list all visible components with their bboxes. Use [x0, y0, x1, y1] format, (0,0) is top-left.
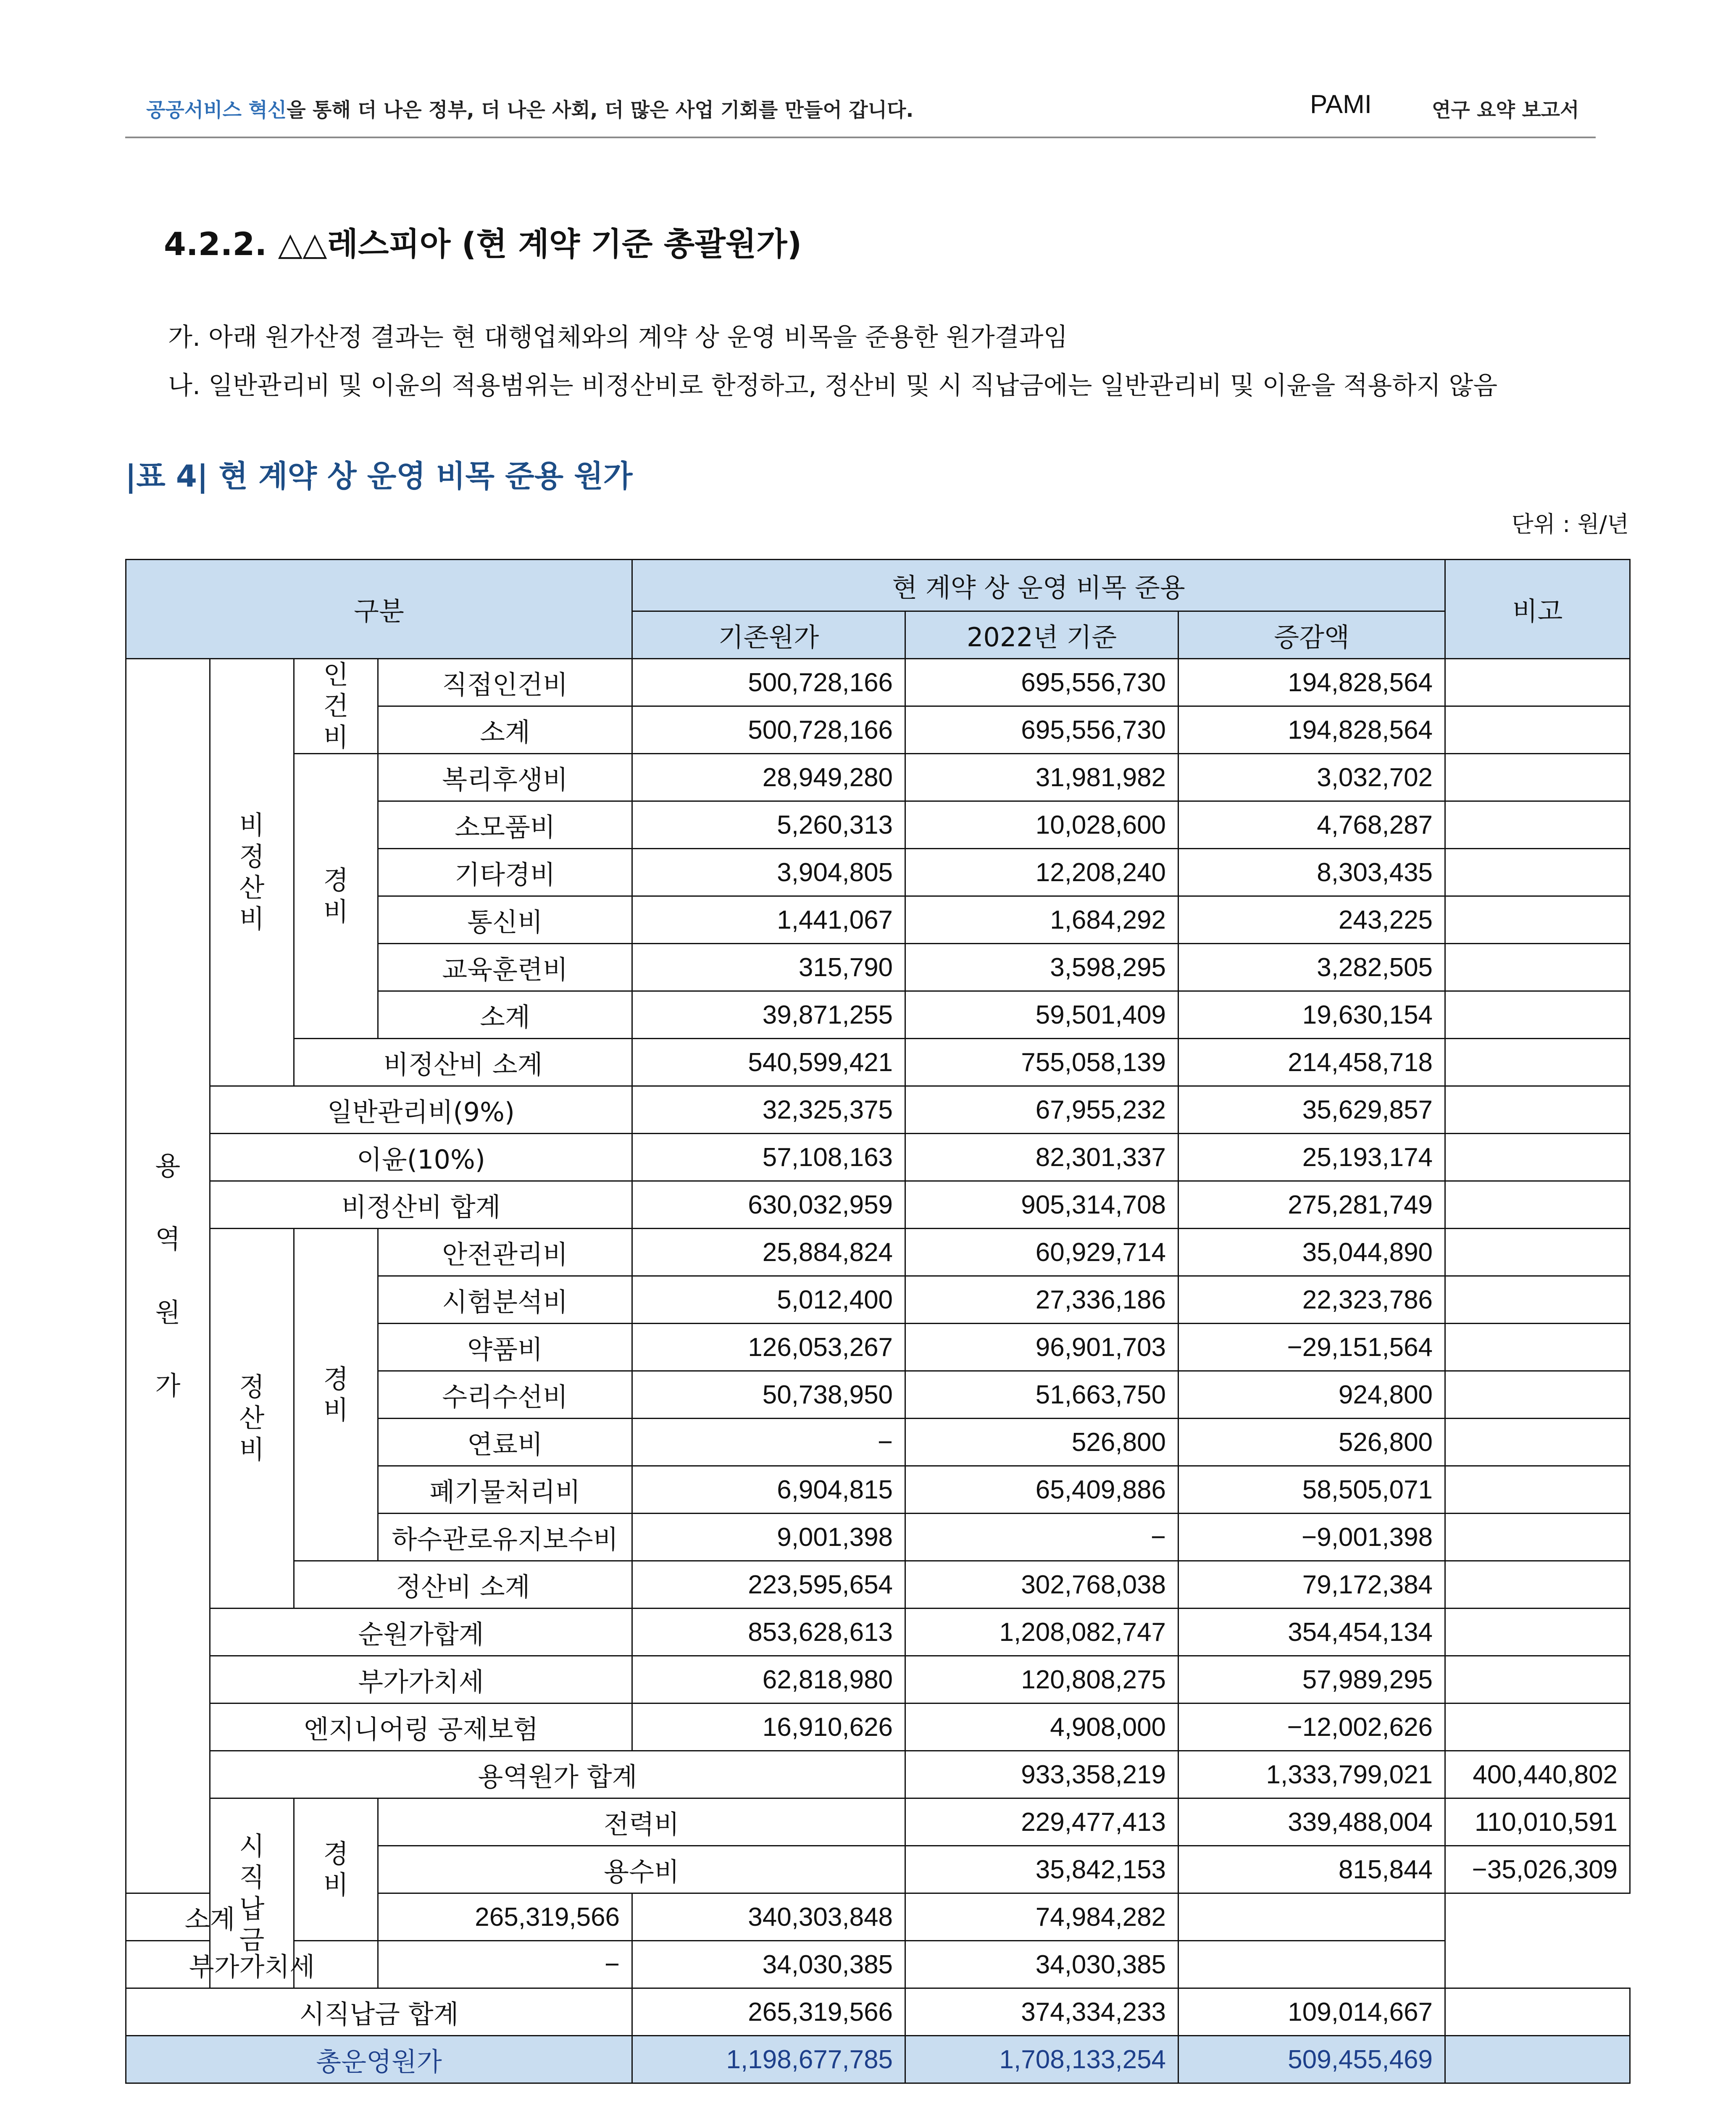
cost-table [125, 559, 1631, 2084]
row-label: 소계 [126, 1893, 294, 1941]
cell-value: 265,319,566 [378, 1893, 632, 1941]
row-label: 통신비 [378, 896, 632, 944]
cell-value: 1,208,082,747 [905, 1609, 1178, 1656]
vlabel-jeongsan: 정 산 비 [210, 1229, 294, 1609]
page-header [125, 86, 1596, 138]
cell-value: 5,260,313 [632, 801, 905, 849]
cell-note [1178, 1893, 1445, 1941]
cell-note [1445, 706, 1630, 754]
cell-note [1445, 1988, 1630, 2036]
vlabel-ingeonbi: 인 건 비 [294, 659, 378, 754]
row-label: 총운영원가 [126, 2036, 632, 2083]
cell-value: 8,303,435 [1178, 849, 1445, 896]
cell-value: 35,629,857 [1178, 1086, 1445, 1134]
vlabel-gyeongbi-3: 경 비 [294, 1798, 378, 1941]
cell-value: 924,800 [1178, 1371, 1445, 1419]
cell-value: 400,440,802 [1445, 1751, 1630, 1798]
cell-value: 229,477,413 [905, 1798, 1178, 1846]
cell-value: 374,334,233 [905, 1988, 1178, 2036]
cell-value: 933,358,219 [905, 1751, 1178, 1798]
table-caption: |표 4| 현 계약 상 운영 비목 준용 원가 [125, 458, 633, 494]
cell-note [1445, 1656, 1630, 1703]
table-row [126, 659, 1630, 706]
cell-value: − [905, 1514, 1178, 1561]
cell-value: 31,981,982 [905, 754, 1178, 801]
slogan-rest: 을 통해 더 나은 정부, 더 나은 사회, 더 많은 사업 기회를 만들어 갑니다. [287, 99, 914, 122]
cell-note [1445, 1419, 1630, 1466]
table-row [126, 1086, 1630, 1134]
cell-value: 302,768,038 [905, 1561, 1178, 1609]
cell-value: 500,728,166 [632, 706, 905, 754]
vlabel-gyeongbi-2: 경 비 [294, 1229, 378, 1561]
cell-value: 223,595,654 [632, 1561, 905, 1609]
table-row [126, 754, 1630, 801]
cell-value: 3,032,702 [1178, 754, 1445, 801]
cell-note [1445, 1276, 1630, 1324]
row-label: 연료비 [378, 1419, 632, 1466]
cell-note [1445, 1561, 1630, 1609]
cell-note [1445, 754, 1630, 801]
table-row [126, 1609, 1630, 1656]
row-label: 부가가치세 [126, 1941, 378, 1988]
cell-value: 815,844 [1178, 1846, 1445, 1893]
table-row [126, 1751, 1630, 1798]
cell-note [1445, 944, 1630, 991]
vlabel-bijeongsan: 비 정 산 비 [210, 659, 294, 1086]
cell-value: 3,282,505 [1178, 944, 1445, 991]
cell-note [1445, 1514, 1630, 1561]
cell-value: 16,910,626 [632, 1703, 905, 1751]
cell-value: 34,030,385 [905, 1941, 1178, 1988]
row-label: 이윤(10%) [210, 1134, 632, 1181]
cell-value: 1,684,292 [905, 896, 1178, 944]
row-label: 교육훈련비 [378, 944, 632, 991]
header-slogan [146, 95, 913, 123]
cell-value: 82,301,337 [905, 1134, 1178, 1181]
cell-value: 214,458,718 [1178, 1039, 1445, 1086]
cell-value: 695,556,730 [905, 706, 1178, 754]
header-col1: 기존원가 [632, 611, 905, 659]
slogan-highlight: 공공서비스 혁신 [146, 99, 287, 122]
cell-value: −35,026,309 [1445, 1846, 1630, 1893]
table-row [126, 1229, 1630, 1276]
cell-note [1445, 1039, 1630, 1086]
cell-note [1445, 1229, 1630, 1276]
cell-value: 57,989,295 [1178, 1656, 1445, 1703]
row-label: 전력비 [378, 1798, 905, 1846]
cell-value: 67,955,232 [905, 1086, 1178, 1134]
table-row [126, 1181, 1630, 1229]
cell-note [1445, 1703, 1630, 1751]
cell-value: 22,323,786 [1178, 1276, 1445, 1324]
cell-value: 27,336,186 [905, 1276, 1178, 1324]
cell-value: 3,598,295 [905, 944, 1178, 991]
row-label: 수리수선비 [378, 1371, 632, 1419]
row-label: 비정산비 소계 [294, 1039, 632, 1086]
row-label: 일반관리비(9%) [210, 1086, 632, 1134]
cell-value: 10,028,600 [905, 801, 1178, 849]
row-label: 안전관리비 [378, 1229, 632, 1276]
table-unit: 단위 : 원/년 [1511, 511, 1629, 537]
header-col2: 2022년 기준 [905, 611, 1178, 659]
header-brand: PAMI [1310, 90, 1372, 119]
cell-value: 265,319,566 [632, 1988, 905, 2036]
cell-value: − [378, 1941, 632, 1988]
cell-value: 6,904,815 [632, 1466, 905, 1514]
cell-value: 4,768,287 [1178, 801, 1445, 849]
cell-value: 340,303,848 [632, 1893, 905, 1941]
table-row [126, 1134, 1630, 1181]
paragraph-2: 나. 일반관리비 및 이윤의 적용범위는 비정산비로 한정하고, 정산비 및 시 직납금에는 일반관리비 및 이윤을 적용하지 않음 [168, 371, 1498, 400]
cell-note [1445, 1324, 1630, 1371]
cell-value: 58,505,071 [1178, 1466, 1445, 1514]
table-total-row [126, 2036, 1630, 2083]
cell-value: 5,012,400 [632, 1276, 905, 1324]
header-report-type: 연구 요약 보고서 [1432, 99, 1579, 122]
cell-value: 126,053,267 [632, 1324, 905, 1371]
cell-note [1445, 659, 1630, 706]
header-row-1 [126, 560, 1630, 611]
cell-value: 1,198,677,785 [632, 2036, 905, 2083]
cell-value: 526,800 [1178, 1419, 1445, 1466]
row-label: 복리후생비 [378, 754, 632, 801]
cell-value: 243,225 [1178, 896, 1445, 944]
cell-value: 509,455,469 [1178, 2036, 1445, 2083]
cell-note [1445, 801, 1630, 849]
cell-value: 500,728,166 [632, 659, 905, 706]
vlabel-yongyeok: 용 역 원 가 [126, 659, 210, 1893]
cell-value: 109,014,667 [1178, 1988, 1445, 2036]
table-row [126, 1561, 1630, 1609]
cell-value: −12,002,626 [1178, 1703, 1445, 1751]
header-note: 비고 [1445, 560, 1630, 659]
row-label: 소계 [378, 991, 632, 1039]
cell-value: 35,044,890 [1178, 1229, 1445, 1276]
cell-value: 50,738,950 [632, 1371, 905, 1419]
row-label: 정산비 소계 [294, 1561, 632, 1609]
cell-value: 12,208,240 [905, 849, 1178, 896]
cell-note [1445, 991, 1630, 1039]
cell-value: 74,984,282 [905, 1893, 1178, 1941]
cell-value: 34,030,385 [632, 1941, 905, 1988]
row-label: 소계 [378, 706, 632, 754]
cell-value: 905,314,708 [905, 1181, 1178, 1229]
cell-value: 9,001,398 [632, 1514, 905, 1561]
vlabel-sijik: 시 직 납 금 [210, 1798, 294, 1988]
cell-value: 526,800 [905, 1419, 1178, 1466]
cell-value: 194,828,564 [1178, 659, 1445, 706]
table-row [126, 1798, 1630, 1846]
row-label: 순원가합계 [210, 1609, 632, 1656]
cell-value: 25,193,174 [1178, 1134, 1445, 1181]
table-row [126, 1988, 1630, 2036]
paragraph-1: 가. 아래 원가산정 결과는 현 대행업체와의 계약 상 운영 비목을 준용한 원가결과임 [168, 323, 1068, 352]
cell-note [1445, 1466, 1630, 1514]
cell-value: 853,628,613 [632, 1609, 905, 1656]
cell-value: 62,818,980 [632, 1656, 905, 1703]
cell-value: 1,441,067 [632, 896, 905, 944]
cell-value: 3,904,805 [632, 849, 905, 896]
cell-note [1445, 849, 1630, 896]
cell-value: 540,599,421 [632, 1039, 905, 1086]
table-row [126, 1656, 1630, 1703]
cell-value: 695,556,730 [905, 659, 1178, 706]
header-group: 현 계약 상 운영 비목 준용 [632, 560, 1445, 611]
cell-value: 39,871,255 [632, 991, 905, 1039]
row-label: 시험분석비 [378, 1276, 632, 1324]
table-row [126, 1941, 1630, 1988]
row-label: 직접인건비 [378, 659, 632, 706]
row-label: 비정산비 합계 [210, 1181, 632, 1229]
cell-value: 339,488,004 [1178, 1798, 1445, 1846]
cell-value: 57,108,163 [632, 1134, 905, 1181]
table-row [126, 1703, 1630, 1751]
cell-value: 79,172,384 [1178, 1561, 1445, 1609]
cell-note [1445, 1371, 1630, 1419]
cell-value: −29,151,564 [1178, 1324, 1445, 1371]
cell-value: 275,281,749 [1178, 1181, 1445, 1229]
cell-note [1445, 896, 1630, 944]
cell-value: 315,790 [632, 944, 905, 991]
cell-value: − [632, 1419, 905, 1466]
cell-value: 35,842,153 [905, 1846, 1178, 1893]
cell-value: 630,032,959 [632, 1181, 905, 1229]
row-label: 기타경비 [378, 849, 632, 896]
cell-value: 110,010,591 [1445, 1798, 1630, 1846]
row-label: 하수관로유지보수비 [378, 1514, 632, 1561]
cell-value: 65,409,886 [905, 1466, 1178, 1514]
row-label: 부가가치세 [210, 1656, 632, 1703]
cell-value: 32,325,375 [632, 1086, 905, 1134]
vlabel-gyeongbi: 경 비 [294, 754, 378, 1039]
cell-value: 1,708,133,254 [905, 2036, 1178, 2083]
cell-note [1445, 1086, 1630, 1134]
cell-note [1445, 1134, 1630, 1181]
cell-value: 354,454,134 [1178, 1609, 1445, 1656]
cell-value: 194,828,564 [1178, 706, 1445, 754]
cell-note [1178, 1941, 1445, 1988]
cell-value: 4,908,000 [905, 1703, 1178, 1751]
cost-table-wrapper [125, 559, 1629, 2084]
cell-note [1445, 1609, 1630, 1656]
cell-value: 28,949,280 [632, 754, 905, 801]
cell-note [1445, 2036, 1630, 2083]
row-label: 폐기물처리비 [378, 1466, 632, 1514]
cell-value: 1,333,799,021 [1178, 1751, 1445, 1798]
cell-value: 51,663,750 [905, 1371, 1178, 1419]
row-label: 소모품비 [378, 801, 632, 849]
header-col3: 증감액 [1178, 611, 1445, 659]
section-title: 4.2.2. △△레스피아 (현 계약 기준 총괄원가) [164, 225, 802, 263]
header-category: 구분 [126, 560, 632, 659]
cell-value: 755,058,139 [905, 1039, 1178, 1086]
row-label: 약품비 [378, 1324, 632, 1371]
cell-value: −9,001,398 [1178, 1514, 1445, 1561]
cell-value: 120,808,275 [905, 1656, 1178, 1703]
cell-value: 25,884,824 [632, 1229, 905, 1276]
cell-value: 96,901,703 [905, 1324, 1178, 1371]
row-label: 시직납금 합계 [126, 1988, 632, 2036]
table-row [126, 1039, 1630, 1086]
row-label: 용역원가 합계 [210, 1751, 905, 1798]
cell-value: 60,929,714 [905, 1229, 1178, 1276]
row-label: 엔지니어링 공제보험 [210, 1703, 632, 1751]
cell-value: 59,501,409 [905, 991, 1178, 1039]
cell-note [1445, 1181, 1630, 1229]
cell-value: 19,630,154 [1178, 991, 1445, 1039]
row-label: 용수비 [378, 1846, 905, 1893]
